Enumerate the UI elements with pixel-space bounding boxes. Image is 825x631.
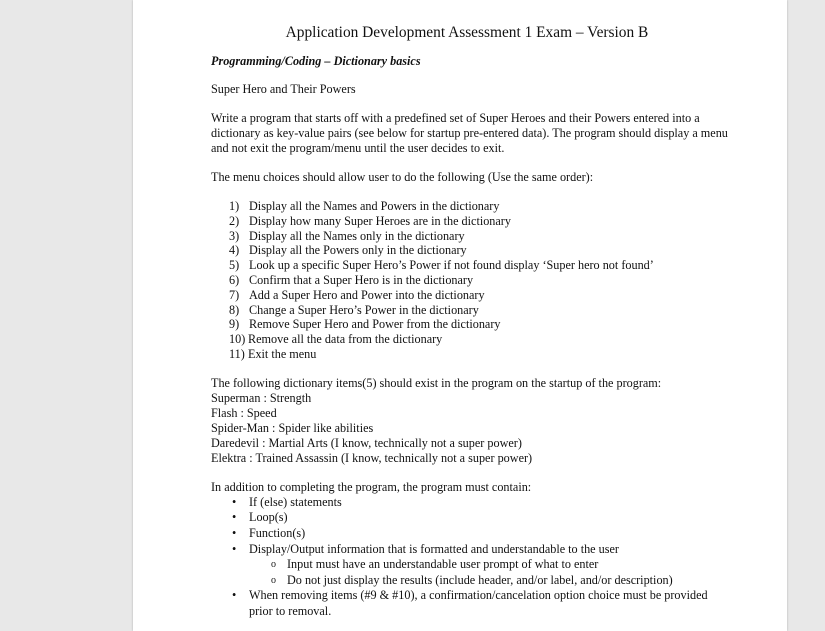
requirement-text: When removing items (#9 & #10), a confirmation/cancelation option choice must be provided prior to removal. bbox=[249, 587, 708, 618]
menu-item bbox=[211, 347, 731, 362]
bullet-icon: • bbox=[232, 494, 237, 509]
startup-item: Elektra : Trained Assassin (I know, technically not a super power) bbox=[211, 450, 533, 465]
requirement-item bbox=[211, 510, 731, 526]
requirement-item bbox=[211, 526, 731, 542]
menu-item-text: Exit the menu bbox=[248, 346, 317, 361]
menu-item-text: Display all the Names only in the dictionary bbox=[249, 228, 465, 243]
menu-item-number: 4) bbox=[229, 243, 240, 258]
requirement-text: If (else) statements bbox=[249, 494, 342, 509]
startup-item: Flash : Speed bbox=[211, 405, 277, 420]
menu-item-number: 7) bbox=[229, 287, 240, 302]
menu-item-number: 6) bbox=[229, 272, 240, 287]
menu-item bbox=[211, 258, 731, 273]
menu-item-text: Confirm that a Super Hero is in the dictionary bbox=[249, 272, 474, 287]
startup-data-block bbox=[211, 376, 731, 466]
menu-item bbox=[211, 199, 731, 214]
menu-item-text: Remove all the data from the dictionary bbox=[248, 332, 443, 347]
bullet-icon: • bbox=[232, 525, 237, 540]
document-subtitle: Programming/Coding – Dictionary basics bbox=[211, 54, 421, 68]
startup-item: Spider-Man : Spider like abilities bbox=[211, 420, 374, 435]
menu-item bbox=[211, 229, 731, 244]
bullet-icon: • bbox=[232, 587, 237, 602]
menu-item-number: 5) bbox=[229, 258, 240, 273]
menu-item-text: Display all the Powers only in the dictionary bbox=[249, 243, 467, 258]
requirements-list bbox=[211, 495, 731, 619]
document-title: Application Development Assessment 1 Exam – Version B bbox=[285, 24, 649, 41]
circle-bullet-icon: o bbox=[271, 559, 276, 571]
menu-item-text: Display how many Super Heroes are in the dictionary bbox=[249, 213, 511, 228]
sub-requirement-item bbox=[249, 573, 731, 588]
requirement-item bbox=[211, 542, 731, 588]
menu-item bbox=[211, 332, 731, 347]
menu-item-text: Add a Super Hero and Power into the dictionary bbox=[249, 287, 485, 302]
menu-item-number: 1) bbox=[229, 199, 240, 213]
document-page bbox=[133, 0, 787, 631]
document-content bbox=[211, 24, 731, 619]
requirement-item bbox=[211, 588, 731, 619]
bullet-icon: • bbox=[232, 510, 237, 525]
requirements-intro: In addition to completing the program, the program must contain: bbox=[211, 479, 532, 494]
startup-intro: The following dictionary items(5) should exist in the program on the startup of the program: bbox=[211, 375, 662, 390]
sub-requirement-item bbox=[249, 557, 731, 572]
menu-item-number: 10) bbox=[229, 332, 246, 347]
requirement-text: Loop(s) bbox=[249, 510, 288, 525]
menu-item-text: Change a Super Hero’s Power in the dictionary bbox=[249, 302, 479, 317]
menu-item bbox=[211, 303, 731, 318]
menu-item bbox=[211, 317, 731, 332]
menu-item-text: Display all the Names and Powers in the dictionary bbox=[249, 199, 500, 213]
menu-list bbox=[211, 199, 731, 362]
startup-item: Superman : Strength bbox=[211, 390, 312, 405]
menu-item-number: 11) bbox=[229, 346, 245, 361]
requirement-text: Display/Output information that is formatted and understandable to the user bbox=[249, 541, 619, 556]
bullet-icon: • bbox=[232, 541, 237, 556]
menu-intro: The menu choices should allow user to do the following (Use the same order): bbox=[211, 170, 594, 184]
startup-item: Daredevil : Martial Arts (I know, technically not a super power) bbox=[211, 435, 522, 450]
menu-item-number: 9) bbox=[229, 317, 240, 332]
menu-item-number: 2) bbox=[229, 213, 240, 228]
requirement-text: Function(s) bbox=[249, 525, 306, 540]
menu-item bbox=[211, 288, 731, 303]
menu-item bbox=[211, 243, 731, 258]
menu-item-number: 8) bbox=[229, 302, 240, 317]
sub-requirements-list bbox=[249, 557, 731, 588]
menu-item-text: Look up a specific Super Hero’s Power if not found display ‘Super hero not found’ bbox=[249, 258, 654, 273]
menu-item bbox=[211, 273, 731, 288]
menu-item-number: 3) bbox=[229, 228, 240, 243]
menu-item bbox=[211, 214, 731, 229]
menu-item-text: Remove Super Hero and Power from the dictionary bbox=[249, 317, 501, 332]
sub-requirement-text: Do not just display the results (include header, and/or label, and/or description) bbox=[287, 572, 673, 587]
intro-paragraph: Write a program that starts off with a predefined set of Super Heroes and their Powers entered into a dictionary as key-value pairs (see below for startup pre-entered data). The program should display a menu and not exit the program/menu until the user decides to exit. bbox=[211, 111, 728, 155]
circle-bullet-icon: o bbox=[271, 574, 276, 586]
requirement-item bbox=[211, 495, 731, 511]
section-heading: Super Hero and Their Powers bbox=[211, 82, 356, 96]
sub-requirement-text: Input must have an understandable user prompt of what to enter bbox=[287, 557, 599, 572]
